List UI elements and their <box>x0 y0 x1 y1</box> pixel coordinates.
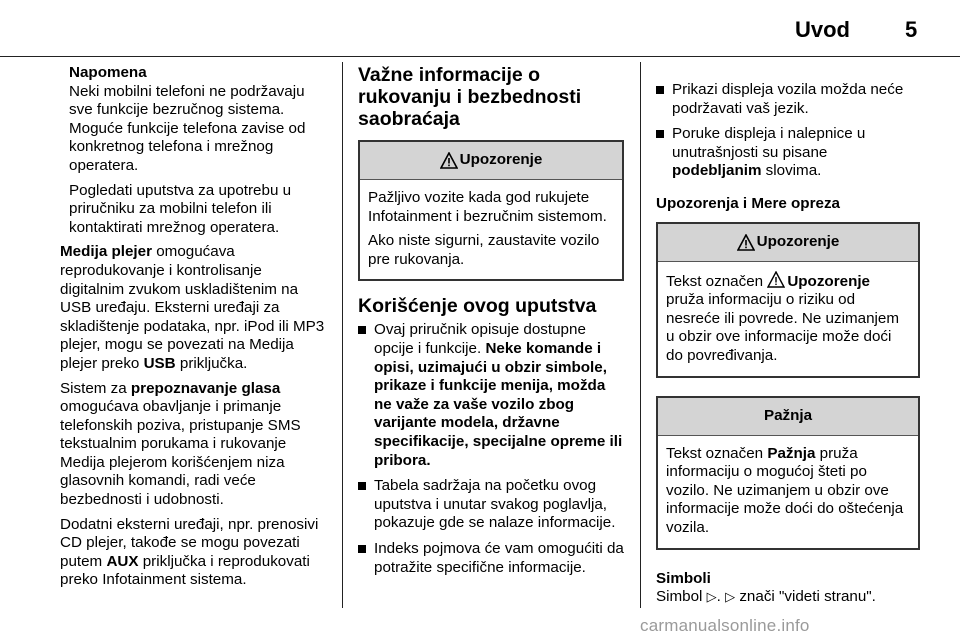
text: . <box>716 588 726 606</box>
text: Tekst označen <box>666 272 768 290</box>
subheading: Simboli <box>656 569 711 587</box>
square-bullet-icon <box>358 482 366 490</box>
square-bullet-icon <box>656 130 664 138</box>
list-item <box>358 321 624 470</box>
text: omogućava obavljanje i primanje telefonskih poziva, pristupanje SMS tekstualnim porukama i rukovanje Medija plejerom korišćenjem niza glasovnih komandi, radi veće bezbednosti i udobnosti. <box>60 398 301 509</box>
note-block <box>69 64 330 237</box>
paragraph <box>656 588 920 607</box>
text: Ovaj priručnik opisuje dostupne opcije i funkcije. <box>374 321 586 357</box>
caution-box <box>656 396 920 550</box>
column-divider <box>640 62 641 608</box>
section-heading: Važne informacije o rukovanju i bezbednosti saobraćaja <box>358 64 582 130</box>
warning-triangle-icon <box>767 271 785 288</box>
list-item <box>656 81 920 118</box>
bold-term: USB <box>143 354 176 372</box>
bold-term: Upozorenje <box>787 272 871 290</box>
text: Poruke displeja i nalepnice u unutrašnjosti su pisane <box>672 125 866 161</box>
text: slovima. <box>761 162 822 180</box>
caution-box-header <box>658 398 918 436</box>
text: Tekst označen <box>666 444 768 462</box>
list-item <box>656 125 920 181</box>
bold-term: Pažnja <box>767 444 816 462</box>
section-heading: Korišćenje ovog uputstva <box>358 295 597 318</box>
box-paragraph <box>666 271 910 366</box>
text: Prikazi displeja vozila možda neće podržavati vaš jezik. <box>672 81 904 117</box>
caution-box-body <box>658 436 918 548</box>
text: pruža informaciju o riziku od nesreće ili povrede. Ne uzimanjem u obzir ove informacije može doći do povređivanja. <box>666 291 899 364</box>
caution-box-title: Pažnja <box>763 406 813 424</box>
text: znači "videti stranu". <box>735 588 876 606</box>
watermark: carmanualsonline.info <box>640 616 810 635</box>
note-title: Napomena <box>69 64 147 81</box>
text: Indeks pojmova će vam omogućiti da potražite specifične informacije. <box>374 539 624 576</box>
warning-box-header <box>360 142 622 180</box>
page-reference-arrow-icon: ▷ <box>725 589 736 605</box>
note-paragraph: Neki mobilni telefoni ne podržavaju sve funkcije bezručnog sistema. Moguće funkcije telefona zavise od konkretnog telefona i mrežnog operatera. <box>69 82 306 174</box>
bold-text: Neke komande i opisi, uzimajući u obzir simbole, prikaze i funkcije menija, možda ne važe za vaše vozilo zbog varijante modela, državne specifikacije, specijalne opreme ili pribora. <box>374 339 623 469</box>
warning-box <box>656 222 920 378</box>
square-bullet-icon <box>656 86 664 94</box>
column-2 <box>358 64 624 584</box>
bold-term: Medija plejer <box>60 243 153 261</box>
box-paragraph <box>666 445 910 538</box>
bold-term: prepoznavanje glasa <box>130 379 281 397</box>
text: Tabela sadržaja na početku ovog uputstva i unutar svakog poglavlja, pokazuje gde se nalaze informacije. <box>374 477 616 532</box>
text: priključka i reprodukovati preko Infotainment sistema. <box>60 552 310 589</box>
text: priključka. <box>175 354 248 372</box>
text: pruža informaciju o mogućoj šteti po vozilo. Ne uzimanjem u obzir ove informacije može doći do oštećenja vozila. <box>666 444 904 536</box>
warning-box-body <box>360 180 622 279</box>
square-bullet-icon <box>358 326 366 334</box>
bullet-list <box>358 321 624 577</box>
warning-box <box>358 140 624 281</box>
box-paragraph: Ako niste sigurni, zaustavite vozilo pre rukovanja. <box>368 232 600 268</box>
text: Sistem za <box>60 379 131 397</box>
text: Dodatni eksterni uređaji, npr. prenosivi CD plejer, takođe se mogu povezati putem <box>60 515 319 570</box>
warning-box-title: Upozorenje <box>459 151 543 169</box>
paragraph <box>60 380 330 510</box>
warning-box-body <box>658 262 918 376</box>
page-reference-arrow-icon: ▷ <box>706 589 717 605</box>
text: omogućava reprodukovanje i kontrolisanje digitalnim zvukom uskladištenim na USB uređaju. Eksterni uređaji za skladištenje podataka, npr. iPod ili MP3 plejer, mogu se povezati na Medija plejer preko <box>60 243 325 372</box>
bold-text: podebljanim <box>672 162 762 180</box>
paragraph <box>60 243 330 373</box>
list-item <box>358 477 624 533</box>
box-paragraph: Pažljivo vozite kada god rukujete Infotainment i bezručnim sistemom. <box>368 189 607 225</box>
paragraph <box>60 516 330 590</box>
bold-term: AUX <box>106 552 139 570</box>
column-3 <box>656 81 920 613</box>
note-paragraph: Pogledati uputstva za upotrebu u priručniku za mobilni telefon ili kontaktirati mrežnog operatera. <box>69 181 292 236</box>
page-number: 5 <box>905 17 918 42</box>
header-divider <box>0 56 960 57</box>
section-title: Uvod <box>795 17 850 42</box>
column-divider <box>342 62 343 608</box>
warning-triangle-icon <box>440 152 458 169</box>
subheading: Upozorenja i Mere opreza <box>656 194 840 212</box>
page-header <box>0 0 960 56</box>
warning-box-title: Upozorenje <box>756 232 840 250</box>
column-1 <box>60 64 330 596</box>
list-item <box>358 540 624 577</box>
square-bullet-icon <box>358 545 366 553</box>
warning-triangle-icon <box>737 234 755 251</box>
warning-box-header <box>658 224 918 262</box>
text: Simbol <box>656 588 707 606</box>
bullet-list <box>656 81 920 181</box>
